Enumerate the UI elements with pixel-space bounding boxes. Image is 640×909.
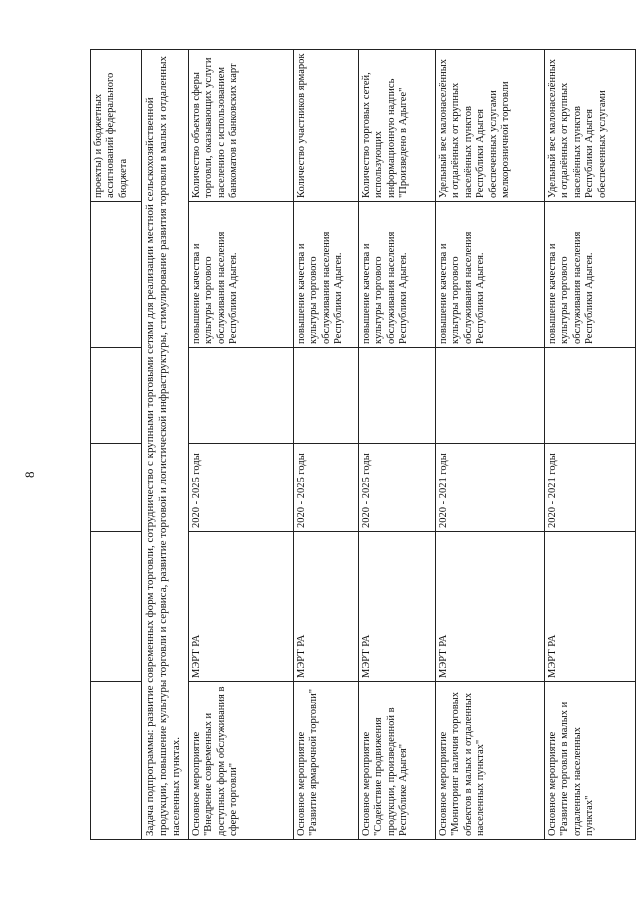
executor-cell: МЭРТ РА (359, 532, 436, 682)
result-cell: повышение качества и культуры торгового обслуживания населения Республики Адыгея. (359, 202, 436, 348)
activity-cell: Основное мероприятие "Мониторинг наличия торговых объектов в малых и отдаленных населенных пунктах" (436, 682, 545, 840)
table-row (189, 50, 294, 840)
empty-cell (294, 348, 359, 444)
indicator-cell: Удельный вес малонаселённых и отдалённых от крупных населённых пунктов Республики Адыгея обеспеченных услугами (545, 50, 636, 202)
table-cell (91, 348, 142, 444)
executor-cell: МЭРТ РА (545, 532, 636, 682)
term-cell: 2020 - 2021 годы (545, 444, 636, 532)
rotated-page-content (90, 50, 610, 840)
executor-cell: МЭРТ РА (294, 532, 359, 682)
table-row (545, 50, 636, 840)
indicator-cell: Количество торговых сетей, использующих информационную надпись "Произведено в Адыгее" (359, 50, 436, 202)
activity-cell: Основное мероприятие "Содействие продвижения продукции, произведенной в Республике Адыгея" (359, 682, 436, 840)
table-row (436, 50, 545, 840)
result-cell: повышение качества и культуры торгового обслуживания населения Республики Адыгея. (189, 202, 294, 348)
table-cell (91, 202, 142, 348)
task-row (142, 50, 189, 840)
indicator-cell: Количество объектов сферы торговли, оказывающих услуги населению с использованием банкоматов и банковских карт (189, 50, 294, 202)
indicator-cell: Удельный вес малонаселённых и отдалённых от крупных населённых пунктов Республики Адыгея обеспеченных услугами мелкорозничной торговли (436, 50, 545, 202)
result-cell: повышение качества и культуры торгового обслуживания населения Республики Адыгея. (545, 202, 636, 348)
executor-cell: МЭРТ РА (189, 532, 294, 682)
activity-cell: Основное мероприятие "Развитие ярмарочной торговли" (294, 682, 359, 840)
empty-cell (436, 348, 545, 444)
empty-cell (545, 348, 636, 444)
result-cell: повышение качества и культуры торгового обслуживания населения Республики Адыгея. (436, 202, 545, 348)
activity-cell: Основное мероприятие "Развитие торговли в малых и отдаленных населенных пунктах" (545, 682, 636, 840)
empty-cell (189, 348, 294, 444)
table-row (359, 50, 436, 840)
indicator-cell: проекты) и бюджетных ассигнований федерального бюджета (91, 50, 142, 202)
term-cell: 2020 - 2025 годы (294, 444, 359, 532)
table-cell (91, 682, 142, 840)
term-cell: 2020 - 2021 годы (436, 444, 545, 532)
table-cell (91, 532, 142, 682)
table-row (91, 50, 142, 840)
subprogram-task: Задача подпрограммы: развитие современных форм торговли, сотрудничество с крупными торговыми сетями для реализации местной сельскохозяйственной продукции, повышение культуры торговли и сервиса, развитие торговой и логистической инфраструктуры, стимулирование развития торговли в малых и отдаленных населенных пунктах. (142, 50, 189, 840)
table-cell (91, 444, 142, 532)
page-number: 8 (22, 471, 37, 478)
term-cell: 2020 - 2025 годы (189, 444, 294, 532)
empty-cell (359, 348, 436, 444)
term-cell: 2020 - 2025 годы (359, 444, 436, 532)
result-cell: повышение качества и культуры торгового обслуживания населения Республики Адыгея. (294, 202, 359, 348)
subprogram-table (90, 49, 636, 840)
executor-cell: МЭРТ РА (436, 532, 545, 682)
indicator-cell: Количество участников ярмарок (294, 50, 359, 202)
table-row (294, 50, 359, 840)
activity-cell: Основное мероприятие "Внедрение современных и доступных форм обслуживания в сфере торговли" (189, 682, 294, 840)
